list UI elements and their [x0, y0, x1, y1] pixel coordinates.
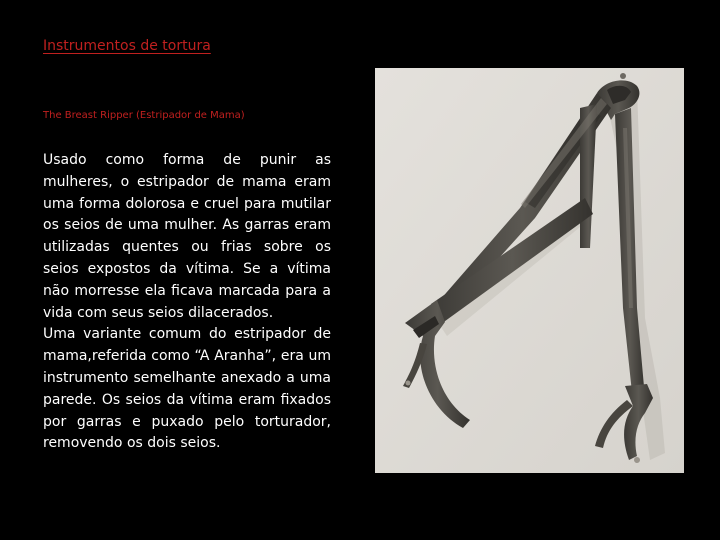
breast-ripper-illustration: [375, 68, 684, 473]
rivet-icon: [634, 457, 640, 463]
nail-icon: [620, 73, 626, 79]
rivet-icon: [406, 381, 411, 386]
slide-subtitle: The Breast Ripper (Estripador de Mama): [43, 110, 245, 121]
paragraph-description: Usado como forma de punir as mulheres, o estripador de mama eram uma forma dolorosa e cruel para mutilar os seios de uma mulher. As garras eram utilizadas quentes ou frias sobre os seios expostos da vítima. Se a vítima não morresse ela ficava marcada para a vida com seus seios dilacerados.: [43, 152, 331, 321]
breast-ripper-photo: [375, 68, 684, 473]
slide-title: Instrumentos de tortura: [43, 38, 211, 54]
paragraph-variant: Uma variante comum do estripador de mama,referida como “A Aranha”, era um instrumento semelhante anexado a uma parede. Os seios da vítima eram fixados por garras e puxado pelo torturador, removendo os dois seios.: [43, 326, 331, 452]
body-text: [43, 150, 331, 455]
